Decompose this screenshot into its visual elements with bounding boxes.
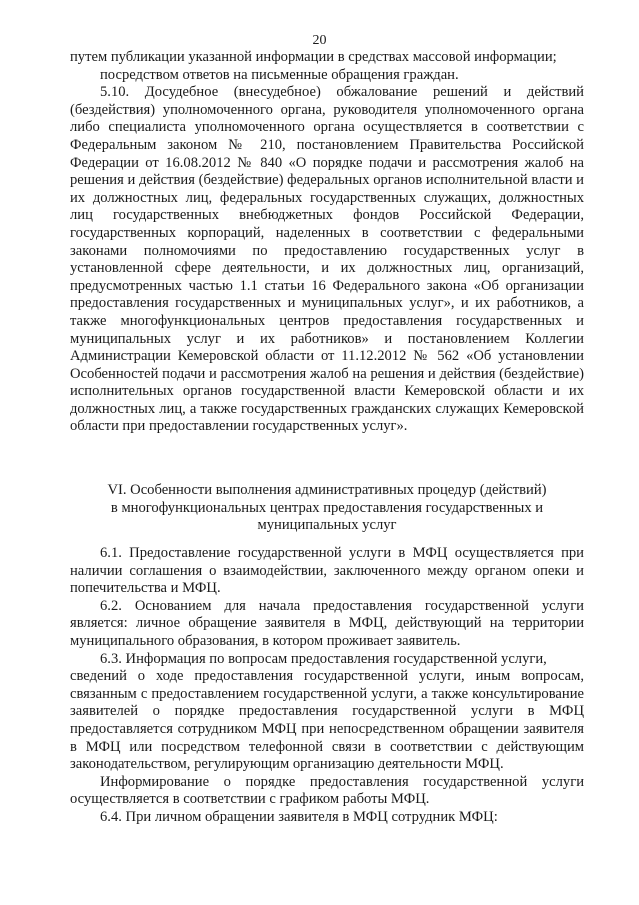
section-6-text [70, 545, 584, 827]
paragraph: сведений о ходе предоставления государственной услуги, иным вопросам, связанным с предоставлением государственной услуги, а также консультирование заявителей о порядке предоставления государственной услуги в МФЦ предоставляется сотрудником МФЦ при непосредственном обращении заявителя в МФЦ или посредством телефонной связи в соответствии с действующим законодательством, регулирующим организацию деятельности МФЦ. [70, 668, 584, 773]
paragraph: путем публикации указанной информации в средствах массовой информации; [70, 49, 557, 65]
paragraph-6-1: 6.1. Предоставление государственной услуги в МФЦ осуществляется при наличии соглашения о взаимодействии, заключенного между органом опеки и попечительства и МФЦ. [70, 545, 584, 597]
section-6-heading [70, 482, 584, 535]
paragraph: посредством ответов на письменные обращения граждан. [100, 66, 459, 83]
paragraph: Информирование о порядке предоставления государственной услуги осуществляется в соответствии с графиком работы МФЦ. [70, 773, 584, 808]
heading-line: муниципальных услуг [257, 517, 397, 534]
paragraph-6-4: 6.4. При личном обращении заявителя в МФЦ сотрудник МФЦ: [100, 808, 498, 825]
paragraph-6-3: 6.3. Информация по вопросам предоставления государственной услуги, [100, 650, 547, 667]
heading-line: VI. Особенности выполнения административных процедур (действий) [107, 482, 547, 498]
paragraph-5-10: 5.10. Досудебное (внесудебное) обжалование решений и действий (бездействия) уполномоченного органа, руководителя уполномоченного органа либо специалиста уполномоченного органа осуществляется в соответствии с Федеральным законом № 210, постановлением Правительства Российской Федерации от 16.08.2012 № 840 «О порядке подачи и рассмотрения жалоб на решения и действия (бездействие) федеральных органов исполнительной власти и их должностных лиц, федеральных государственных служащих, должностных лиц государственных внебюджетных фондов Российской Федерации, государственных корпораций, наделенных в соответствии с федеральными законами полномочиями по предоставлению государственных услуг в установленной сфере деятельности, и их должностных лиц, организаций, предусмотренных частью 1.1 статьи 16 Федерального закона «Об организации предоставления государственных и муниципальных услуг», и их работников, а также многофункциональных центров предоставления государственных и муниципальных услуг и их работников» и постановлением Коллегии Администрации Кемеровской области от 11.12.2012 № 562 «Об установлении Особенностей подачи и рассмотрения жалоб на решения и действия (бездействие) исполнительных органов государственной власти Кемеровской области и их должностных лиц, а также государственных гражданских служащих Кемеровской области при предоставлении государственных услуг». [70, 84, 584, 435]
heading-line: в многофункциональных центрах предоставления государственных и [110, 499, 544, 516]
paragraph-6-2: 6.2. Основанием для начала предоставления государственной услуги является: личное обращение заявителя в МФЦ, действующий на территории муниципального образования, в котором проживает заявитель. [70, 597, 584, 649]
section-5-text [70, 49, 584, 436]
page-number: 20 [312, 33, 327, 48]
